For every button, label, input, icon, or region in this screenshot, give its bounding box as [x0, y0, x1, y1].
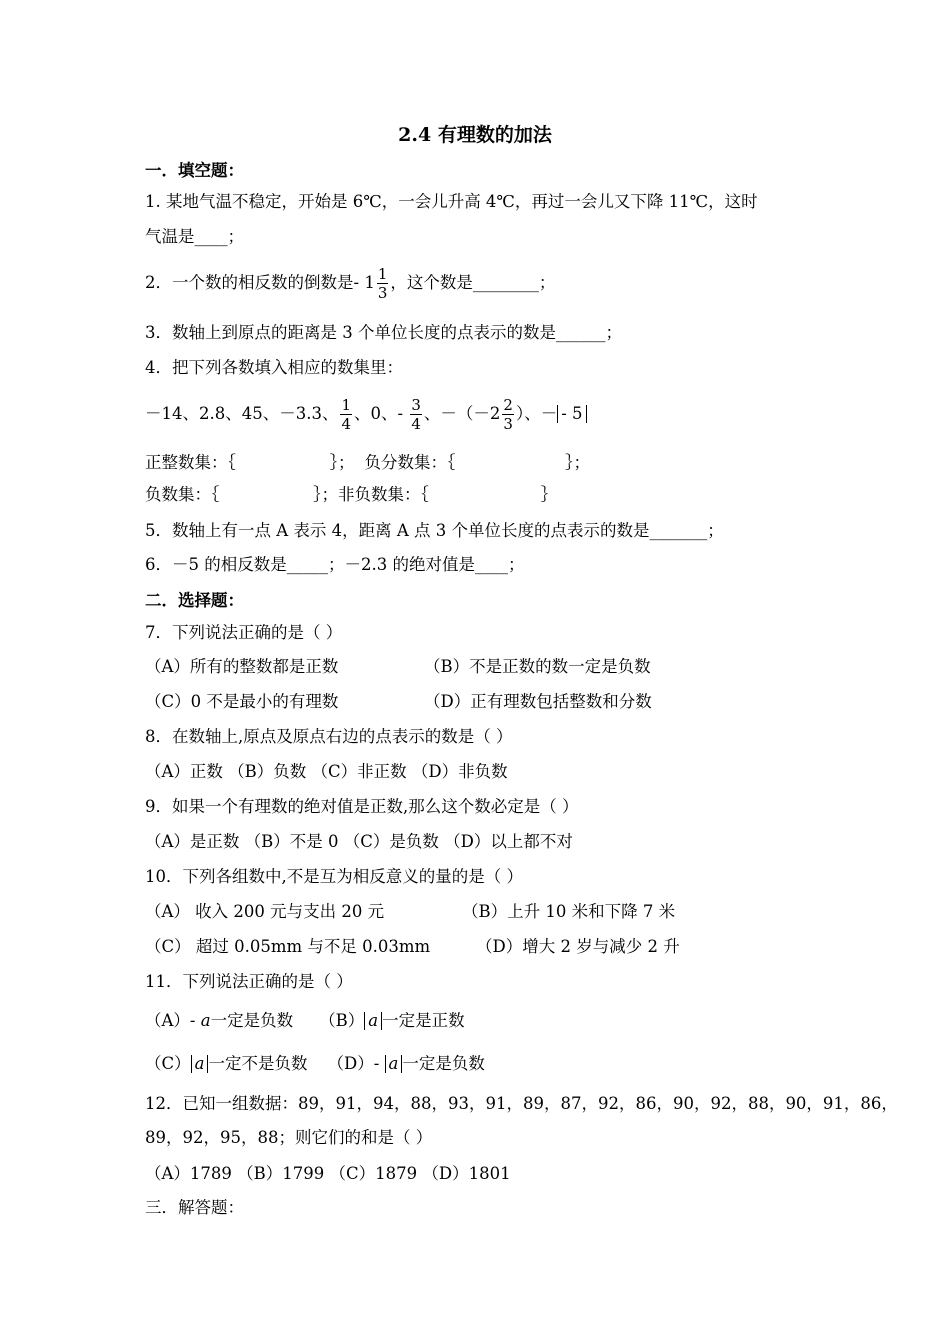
question-3: 3．数轴上到原点的距离是 3 个单位长度的点表示的数是______； — [145, 323, 622, 342]
set-positive-integers: 正整数集：｛ — [145, 453, 236, 472]
q4-fraction-1: $\frac{1}{4}$ — [341, 396, 352, 433]
question-11: 11．下列说法正确的是（ ） — [145, 972, 353, 991]
question-10: 10．下列各组数中,不是互为相反意义的量的是（ ） — [145, 867, 523, 886]
q12-options: （A）1789 （B）1799 （C）1879 （D）1801 — [145, 1164, 511, 1183]
question-1-line-2: 气温是____； — [145, 227, 244, 246]
q2-tail: ，这个数是________； — [390, 273, 556, 292]
question-1-line-1: 1. 某地气温不稳定，开始是 6℃，一会儿升高 4℃，再过一会儿又下降 11℃，这时 — [145, 192, 758, 211]
q11-d-text: 一定是负数 — [402, 1054, 485, 1073]
q11-options-row-2 — [145, 1053, 485, 1075]
q10-option-a: （A） 收入 200 元与支出 20 元 — [145, 902, 385, 921]
q10-option-b: （B）上升 10 米和下降 7 米 — [462, 902, 676, 921]
question-9: 9．如果一个有理数的绝对值是正数,那么这个数必定是（ ） — [145, 797, 579, 816]
q7-option-c: （C）0 不是最小的有理数 — [145, 692, 339, 711]
q10-option-c: （C） 超过 0.05mm 与不足 0.03mm — [145, 937, 431, 956]
q11-options-row-1 — [145, 1010, 465, 1032]
q4-list-part-c: 、－（－2 — [423, 404, 501, 423]
set-negative-fractions: 负分数集：｛ — [364, 453, 456, 472]
q11-b-label: （B） — [319, 1011, 365, 1030]
question-12-line-2: 89，92，95，88；则它们的和是（ ） — [145, 1128, 433, 1147]
question-7: 7．下列说法正确的是（ ） — [145, 623, 343, 642]
q4-list-part-b: 、0、 — [354, 404, 398, 423]
sets-line-1 — [145, 452, 590, 474]
q4-fraction-3: $\frac{2}{3}$ — [503, 396, 513, 433]
set-negatives-close: ｝； — [313, 485, 338, 504]
q2-minus: - — [353, 273, 360, 292]
section-multiple-choice: 二．选择题： — [145, 591, 244, 610]
q10-option-d: （D）增大 2 岁与减少 2 升 — [476, 937, 680, 956]
question-2 — [145, 263, 555, 303]
q11-d-abs: a — [385, 1055, 403, 1073]
set-non-negatives-close: ｝ — [540, 485, 558, 504]
q11-a-text: 一定是负数 — [210, 1011, 294, 1030]
q11-d-label: （D） — [327, 1054, 374, 1073]
q2-text: 2．一个数的相反数的倒数是 — [145, 273, 354, 292]
q4-fraction-2: $\frac{3}{4}$ — [411, 396, 421, 433]
sets-line-2 — [145, 484, 557, 506]
q7-option-a: （A）所有的整数都是正数 — [145, 657, 339, 676]
q11-a-label: （A） — [145, 1011, 190, 1030]
set-negatives: 负数集：｛ — [145, 485, 220, 504]
set-negative-fractions-close: ｝； — [565, 453, 590, 472]
q2-fraction: $\frac{1}{3}$ — [377, 265, 388, 302]
q11-d-minus: - — [373, 1054, 380, 1073]
question-12-line-1: 12．已知一组数据：89，91，94，88，93，91，89，87，92，86，90，92，88，90，91，86， — [145, 1094, 898, 1113]
question-6: 6．－5 的相反数是_____；－2.3 的绝对值是____； — [145, 555, 525, 574]
q8-options: （A）正数 （B）负数 （C）非正数 （D）非负数 — [145, 762, 508, 781]
q4-list-part-a: －14、2.8、45、－3.3、 — [145, 404, 339, 423]
q2-whole: 1 — [364, 273, 375, 292]
set-non-negatives: 非负数集：｛ — [338, 485, 429, 504]
q11-a-expression: - a — [189, 1011, 211, 1030]
question-8: 8．在数轴上,原点及原点右边的点表示的数是（ ） — [145, 727, 513, 746]
section-answer: 三．解答题： — [145, 1198, 244, 1217]
question-4: 4．把下列各数填入相应的数集里： — [145, 358, 403, 377]
q11-c-label: （C） — [145, 1054, 191, 1073]
question-4-number-list — [145, 392, 587, 436]
q4-minus: - — [397, 404, 404, 423]
q11-c-abs: a — [191, 1055, 209, 1073]
page-title: 2.4 有理数的加法 — [398, 124, 552, 146]
q9-options: （A）是正数 （B）不是 0 （C）是负数 （D）以上都不对 — [145, 832, 573, 851]
q7-option-b: （B）不是正数的数一定是负数 — [424, 657, 651, 676]
question-5: 5．数轴上有一点 A 表示 4，距离 A 点 3 个单位长度的点表示的数是_______； — [145, 521, 724, 540]
q11-c-text: 一定不是负数 — [208, 1054, 308, 1073]
q11-b-abs: a — [364, 1012, 382, 1030]
q7-option-d: （D）正有理数包括整数和分数 — [424, 692, 652, 711]
section-fill-blank: 一．填空题： — [145, 161, 244, 180]
q4-list-part-d: ）、－ — [515, 404, 558, 423]
q4-abs-value: - 5 — [557, 405, 586, 423]
q11-b-text: 一定是正数 — [382, 1011, 465, 1030]
set-positive-integers-close: ｝； — [329, 453, 355, 472]
